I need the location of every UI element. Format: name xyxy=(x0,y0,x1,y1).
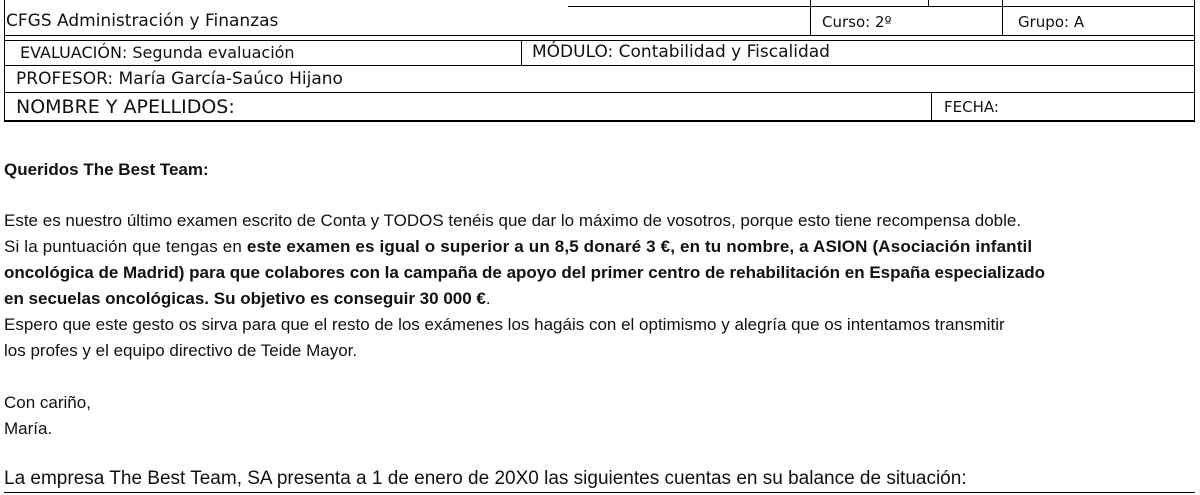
fecha-label: FECHA: xyxy=(944,98,999,116)
p1-line-3-bold: oncológica de Madrid) para que colabores con la campaña de apoyo del primer centro de rehabilitación en España especializado xyxy=(4,263,1046,282)
header-border-3 xyxy=(4,65,1195,66)
nombre-label: NOMBRE Y APELLIDOS: xyxy=(16,96,235,118)
exercise-intro-underline xyxy=(4,492,1195,493)
closing-text: Con cariño, xyxy=(4,393,91,412)
header-border-right xyxy=(1194,0,1195,122)
evaluacion-label: EVALUACIÓN: Segunda evaluación xyxy=(20,43,295,62)
p1-line-2-plain: Si la puntuación que tengas en xyxy=(4,237,247,256)
p1-line-3 xyxy=(4,260,1194,286)
header-border-4 xyxy=(4,92,1195,93)
p2-line-1: Espero que este gesto os sirva para que el resto de los exámenes los hagáis con el optimismo y alegría que os intentamos transmitir xyxy=(4,315,1005,334)
course-name: CFGS Administración y Finanzas xyxy=(6,11,279,31)
p1-line-1: Este es nuestro último examen escrito de Conta y TODOS tenéis que dar lo máximo de vosotros, porque esto tiene recompensa doble. xyxy=(4,211,1022,230)
header-divider-top xyxy=(928,0,929,7)
grupo-label: Grupo: A xyxy=(1018,13,1085,31)
header-border-5 xyxy=(4,120,1195,122)
letter-closing xyxy=(4,390,1194,442)
header-divider-fecha xyxy=(931,92,932,121)
p1-line-2-bold: este examen es igual o superior a un 8,5 donaré 3 €, en tu nombre, a ASION (Asociación infantil xyxy=(246,237,1033,256)
header-border-1 xyxy=(4,35,1195,36)
header-divider-grupo xyxy=(1002,0,1003,36)
header-border-left xyxy=(4,0,5,122)
letter-paragraph-2 xyxy=(4,312,1194,364)
p1-line-2 xyxy=(4,234,1194,260)
p1-line-4-end: . xyxy=(485,289,491,308)
signature-text: María. xyxy=(4,419,53,438)
letter-greeting xyxy=(4,160,209,180)
modulo-label: MÓDULO: Contabilidad y Fiscalidad xyxy=(532,42,830,62)
header-divider-modulo xyxy=(521,40,522,66)
header-border-top-right xyxy=(568,6,1195,7)
p1-line-4 xyxy=(4,286,1194,312)
curso-label: Curso: 2º xyxy=(822,13,892,31)
p1-line-4-bold: en secuelas oncológicas. Su objetivo es conseguir 30 000 € xyxy=(4,289,486,308)
profesor-label: PROFESOR: María García-Saúco Hijano xyxy=(16,69,343,89)
header-border-2 xyxy=(4,40,1195,41)
header-divider-curso xyxy=(810,0,811,36)
p2-line-2: los profes y el equipo directivo de Teide Mayor. xyxy=(4,341,358,360)
exercise-intro: La empresa The Best Team, SA presenta a 1 de enero de 20X0 las siguientes cuentas en su balance de situación: xyxy=(4,468,967,489)
letter-paragraph-1 xyxy=(4,208,1194,312)
greeting-text: Queridos The Best Team: xyxy=(4,160,209,179)
